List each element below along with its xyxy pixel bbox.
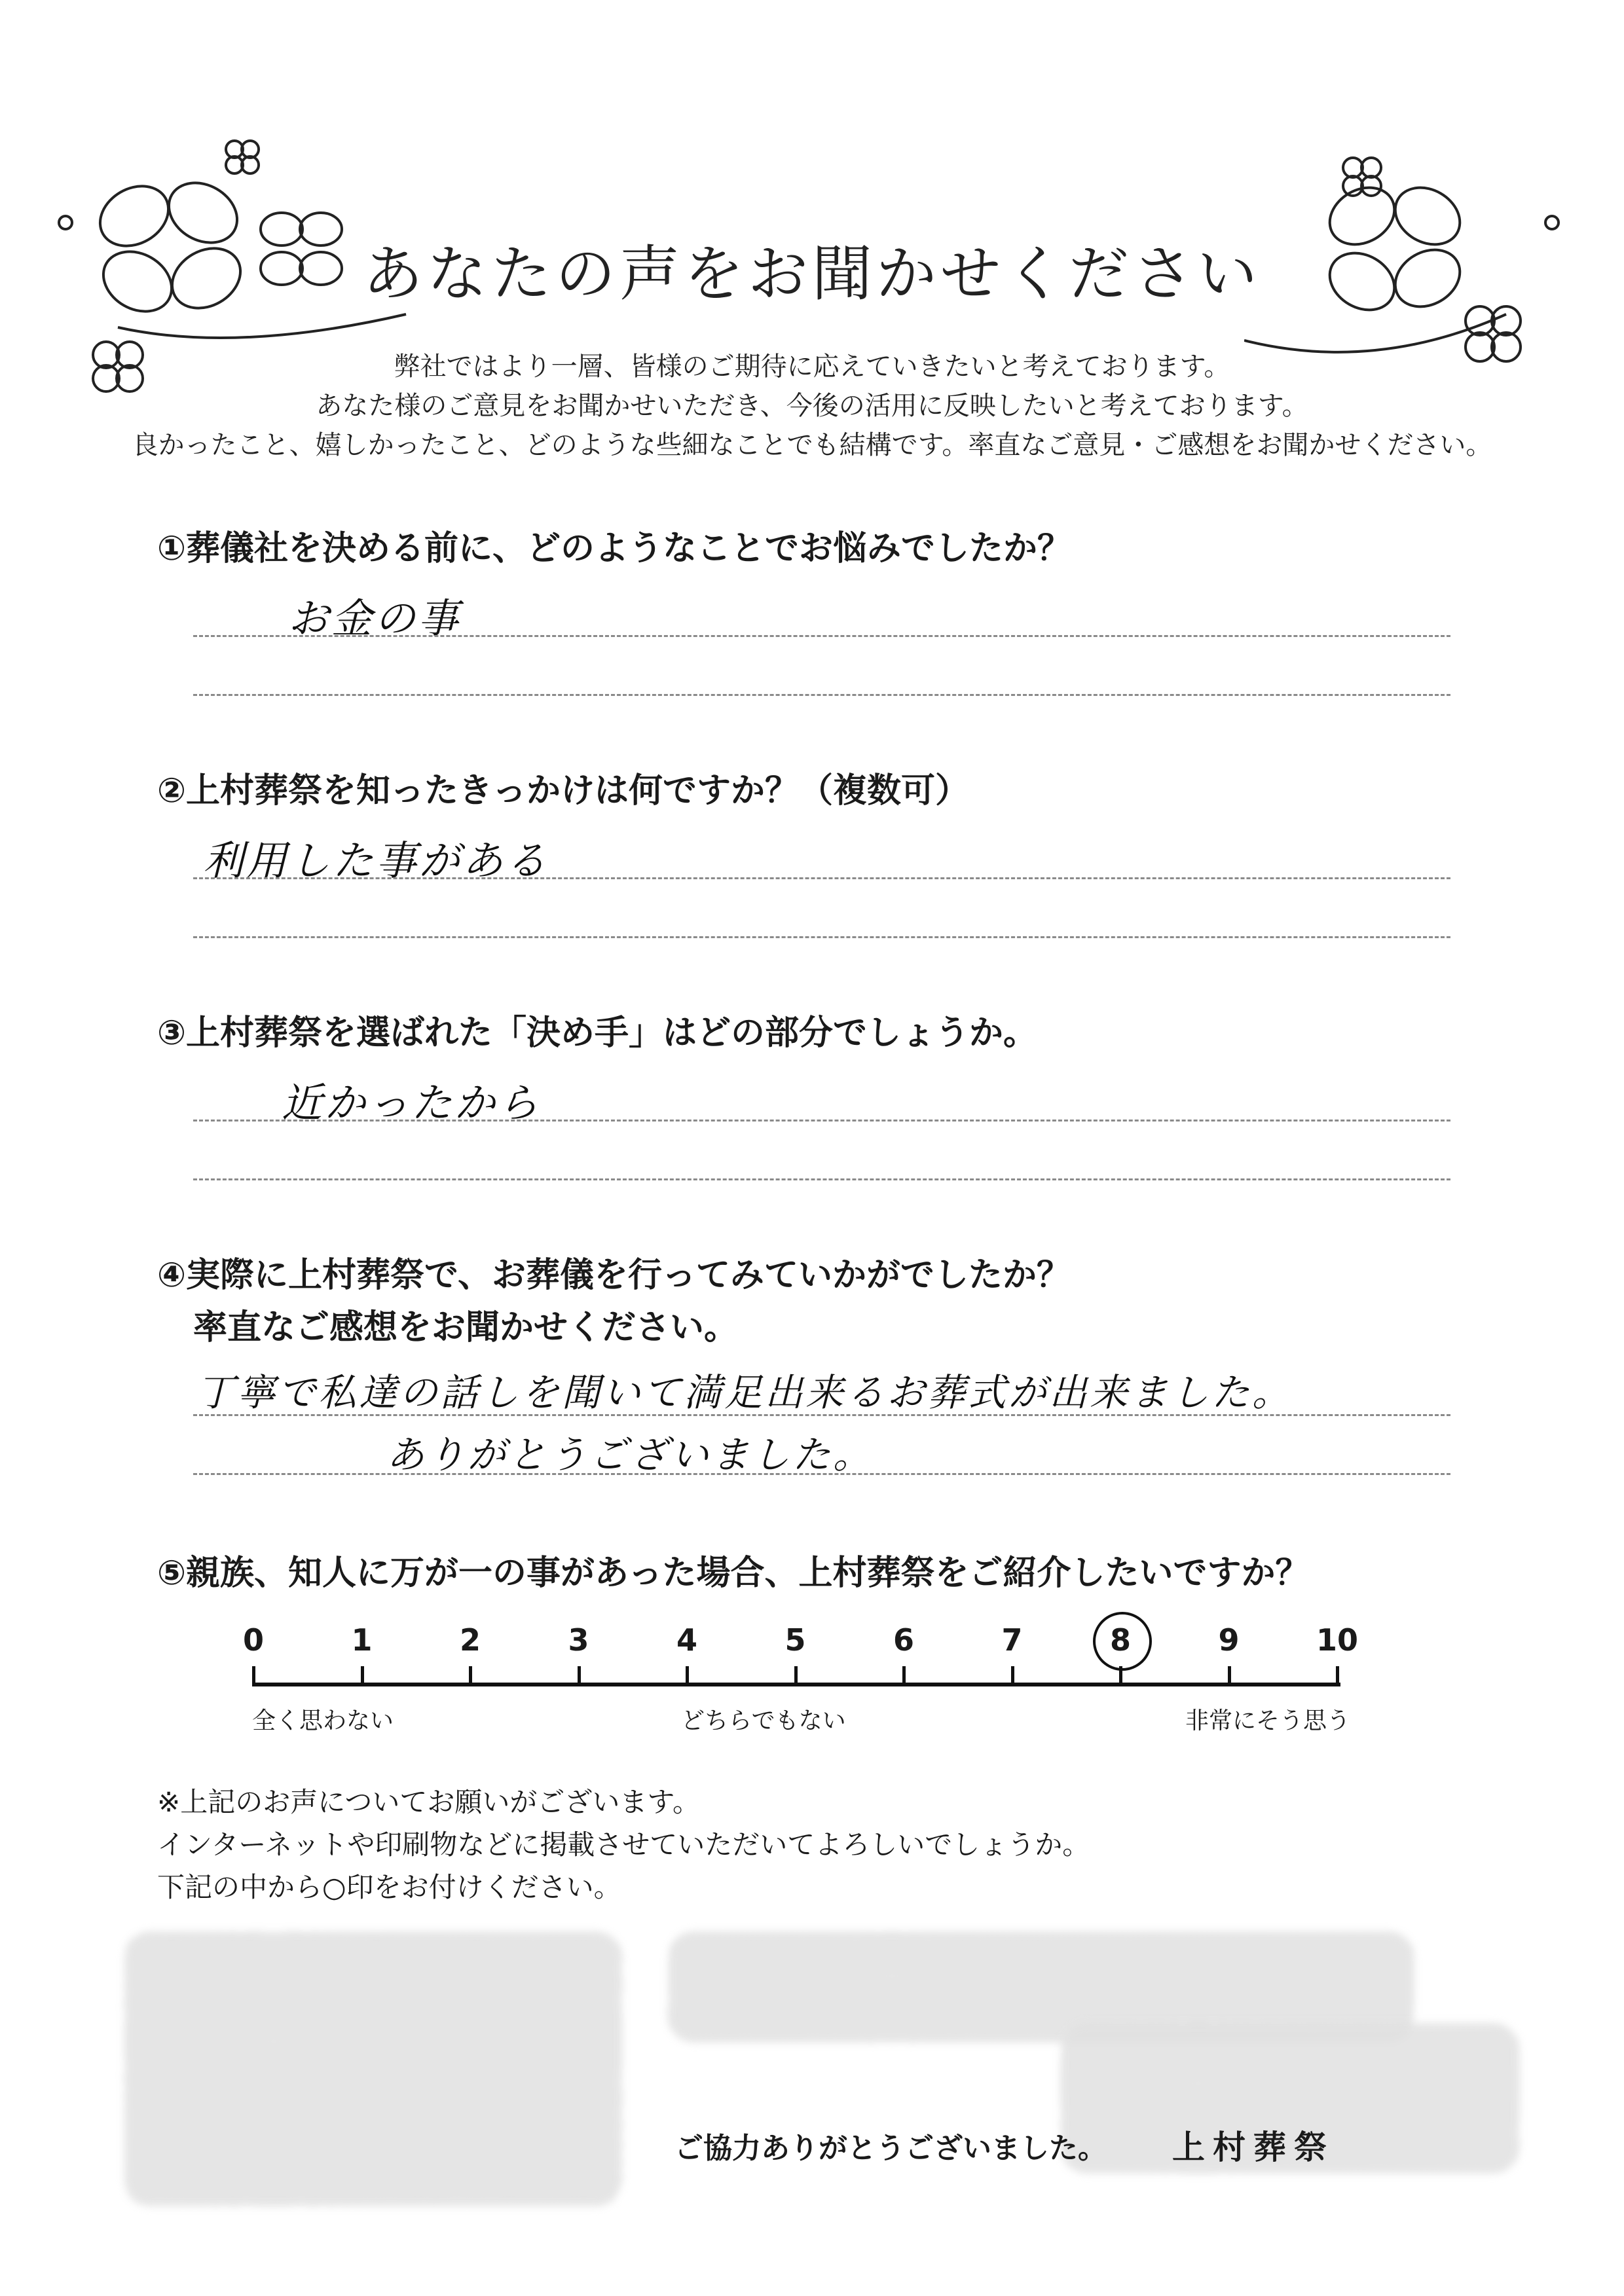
scale-tick <box>1336 1666 1339 1685</box>
scale-number-1[interactable]: 1 <box>351 1622 373 1658</box>
answer-line <box>193 1178 1450 1180</box>
scale-number-10[interactable]: 10 <box>1316 1622 1358 1658</box>
scale-number-0[interactable]: 0 <box>242 1622 264 1658</box>
notice-line-2: インターネットや印刷物などに掲載させていただいてよろしいでしょうか。 <box>157 1829 1090 1861</box>
question-4-answer-1: 丁寧で私達の話しを聞いて満足出来るお葬式が出来ました。 <box>196 1370 1293 1415</box>
redacted-area-left <box>124 1931 622 2206</box>
answer-line <box>193 1414 1450 1416</box>
answer-line <box>193 877 1450 879</box>
answer-line <box>193 1473 1450 1475</box>
scale-number-8[interactable]: 8 <box>1109 1622 1131 1658</box>
intro-line-3: 良かったこと、嬉しかったこと、どのような些細なことでも結構です。率直なご意見・ご感想をお聞かせください。 <box>132 430 1492 460</box>
answer-line <box>193 635 1450 637</box>
question-2-answer: 利用した事がある <box>203 837 549 884</box>
scale-tick <box>252 1666 255 1685</box>
scale-tick <box>469 1666 472 1685</box>
notice-line-1: ※上記のお声についてお願いがございます。 <box>157 1786 700 1818</box>
intro-line-2: あなた様のご意見をお聞かせいただき、今後の活用に反映したいと考えております。 <box>316 391 1308 421</box>
footer-brand: 上村葬祭 <box>1172 2128 1335 2166</box>
scale-number-7[interactable]: 7 <box>1001 1622 1023 1658</box>
intro-line-1: 弊社ではより一層、皆様のご期待に応えていきたいと考えております。 <box>394 352 1230 382</box>
scale-tick <box>794 1666 798 1685</box>
scale-number-3[interactable]: 3 <box>568 1622 589 1658</box>
question-4-label: ④実際に上村葬祭で、お葬儀を行ってみていかがでしたか？ <box>157 1256 1071 1295</box>
footer-thanks: ご協力ありがとうございました。 <box>674 2132 1107 2165</box>
scale-tick <box>1228 1666 1231 1685</box>
page-title: あなたの声をお聞かせください <box>362 239 1261 309</box>
selected-score-circle <box>1093 1612 1152 1671</box>
scale-number-5[interactable]: 5 <box>784 1622 806 1658</box>
scale-tick <box>686 1666 689 1685</box>
question-3-answer: 近かったから <box>282 1079 542 1127</box>
scale-number-2[interactable]: 2 <box>459 1622 481 1658</box>
scale-tick <box>578 1666 581 1685</box>
question-5-label: ⑤親族、知人に万が一の事があった場合、上村葬祭をご紹介したいですか？ <box>157 1554 1310 1593</box>
scale-tick <box>902 1666 906 1685</box>
question-3-label: ③上村葬祭を選ばれた「決め手」はどの部分でしょうか。 <box>157 1013 1038 1053</box>
scale-tick <box>361 1666 364 1685</box>
scale-number-6[interactable]: 6 <box>893 1622 914 1658</box>
scale-number-4[interactable]: 4 <box>676 1622 697 1658</box>
scale-number-9[interactable]: 9 <box>1218 1622 1240 1658</box>
question-2-label: ②上村葬祭を知ったきっかけは何ですか？（複数可） <box>157 771 970 811</box>
question-1-label: ①葬儀社を決める前に、どのようなことでお悩みでしたか？ <box>157 529 1072 568</box>
answer-line <box>193 936 1450 938</box>
scale-high-label: 非常にそう思う <box>1185 1707 1351 1734</box>
scale-tick <box>1011 1666 1014 1685</box>
question-1-answer: お金の事 <box>288 594 462 642</box>
notice-line-3: 下記の中から○印をお付けください。 <box>157 1871 621 1903</box>
answer-line <box>193 694 1450 696</box>
scale-low-label: 全く思わない <box>252 1707 394 1734</box>
scale-mid-label: どちらでもない <box>681 1707 846 1734</box>
question-4-label-2: 率直なご感想をお聞かせください。 <box>193 1308 739 1347</box>
answer-line <box>193 1120 1450 1121</box>
question-4-answer-2: ありがとうございました。 <box>386 1432 874 1477</box>
